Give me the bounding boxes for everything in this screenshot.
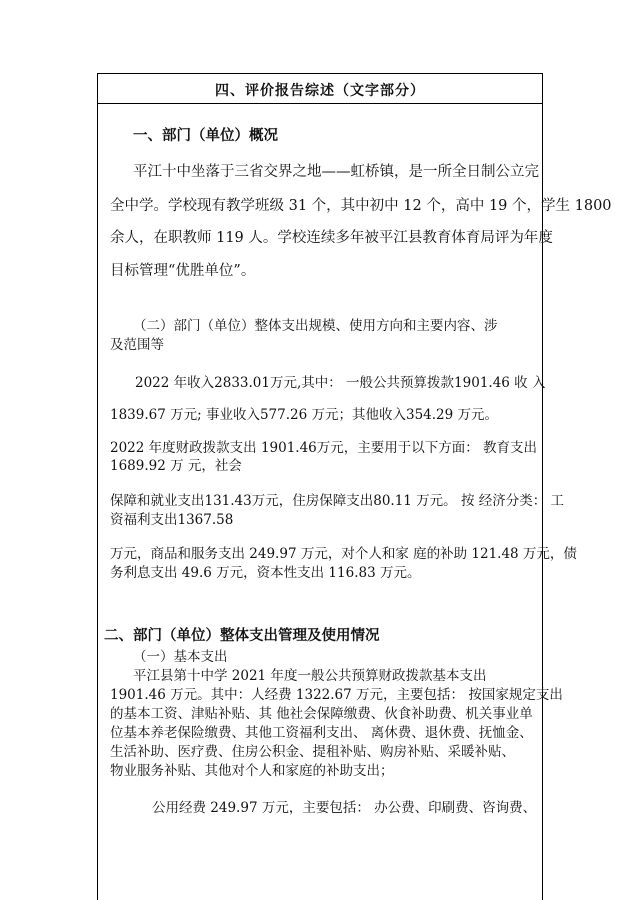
section1b-line: 万元，商品和服务支出 249.97 万元，对个人和家 庭的补助 121.48 万元，债 — [110, 546, 577, 562]
section1-heading: 一、部门（单位）概况 — [133, 127, 278, 144]
section2-line: 平江县第十中学 2021 年度一般公共预算财政拨款基本支出 — [133, 668, 487, 684]
section1b-line: 2022 年度财政拨款支出 1901.46万元，主要用于以下方面： 教育支出 — [110, 440, 538, 456]
section1b-heading-line: （二）部门（单位）整体支出规模、使用方向和主要内容、涉 — [133, 318, 498, 334]
section1b-heading-line: 及范围等 — [110, 337, 164, 353]
title-row — [98, 74, 542, 104]
section1b-line: 保障和就业支出131.43万元，住房保障支出80.11 万元。 按 经济分类： 工 — [110, 493, 565, 509]
section2-line: 的基本工资、津贴补贴、其 他社会保障缴费、伙食补助费、机关事业单 — [110, 706, 533, 722]
section2-subheading: （一）基本支出 — [133, 649, 228, 665]
section2-line: 公用经费 249.97 万元，主要包括： 办公费、印刷费、咨询费、 — [152, 800, 537, 816]
section1b-line: 务利息支出 49.6 万元，资本性支出 116.83 万元。 — [110, 565, 421, 581]
section2-line: 物业服务补贴、其他对个人和家庭的补助支出； — [110, 763, 394, 779]
section1b-line: 2022 年收入2833.01万元,其中： 一般公共预算拨款1901.46 收 入 — [135, 375, 546, 391]
section1b-line: 资福利支出1367.58 — [110, 512, 234, 528]
section1-line: 目标管理“优胜单位”。 — [110, 263, 256, 279]
report-title: 四、评价报告综述（文字部分） — [215, 83, 425, 99]
section2-heading: 二、部门（单位）整体支出管理及使用情况 — [104, 627, 380, 644]
section2-line: 生活补助、医疗费、住房公积金、提租补贴、购房补贴、采暖补贴、 — [110, 744, 515, 760]
section1b-line: 1689.92 万 元，社会 — [110, 458, 242, 474]
section2-line: 1901.46 万元。其中：人经费 1322.67 万元，主要包括： 按国家规定支出 — [110, 687, 563, 703]
section1b-line: 1839.67 万元; 事业收入577.26 万元；其他收入354.29 万元。 — [110, 407, 499, 423]
section1-line: 全中学。学校现有教学班级 31 个，其中初中 12 个，高中 19 个，学生 1800 — [110, 198, 612, 214]
section2-line: 位基本养老保险缴费、其他工资福利支出、 离休费、退休费、抚恤金、 — [110, 725, 533, 741]
section1-line: 平江十中坐落于三省交界之地——虹桥镇，是一所全日制公立完 — [133, 164, 539, 180]
section1-line: 余人，在职教师 119 人。学校连续多年被平江县教育体育局评为年度 — [110, 230, 553, 246]
